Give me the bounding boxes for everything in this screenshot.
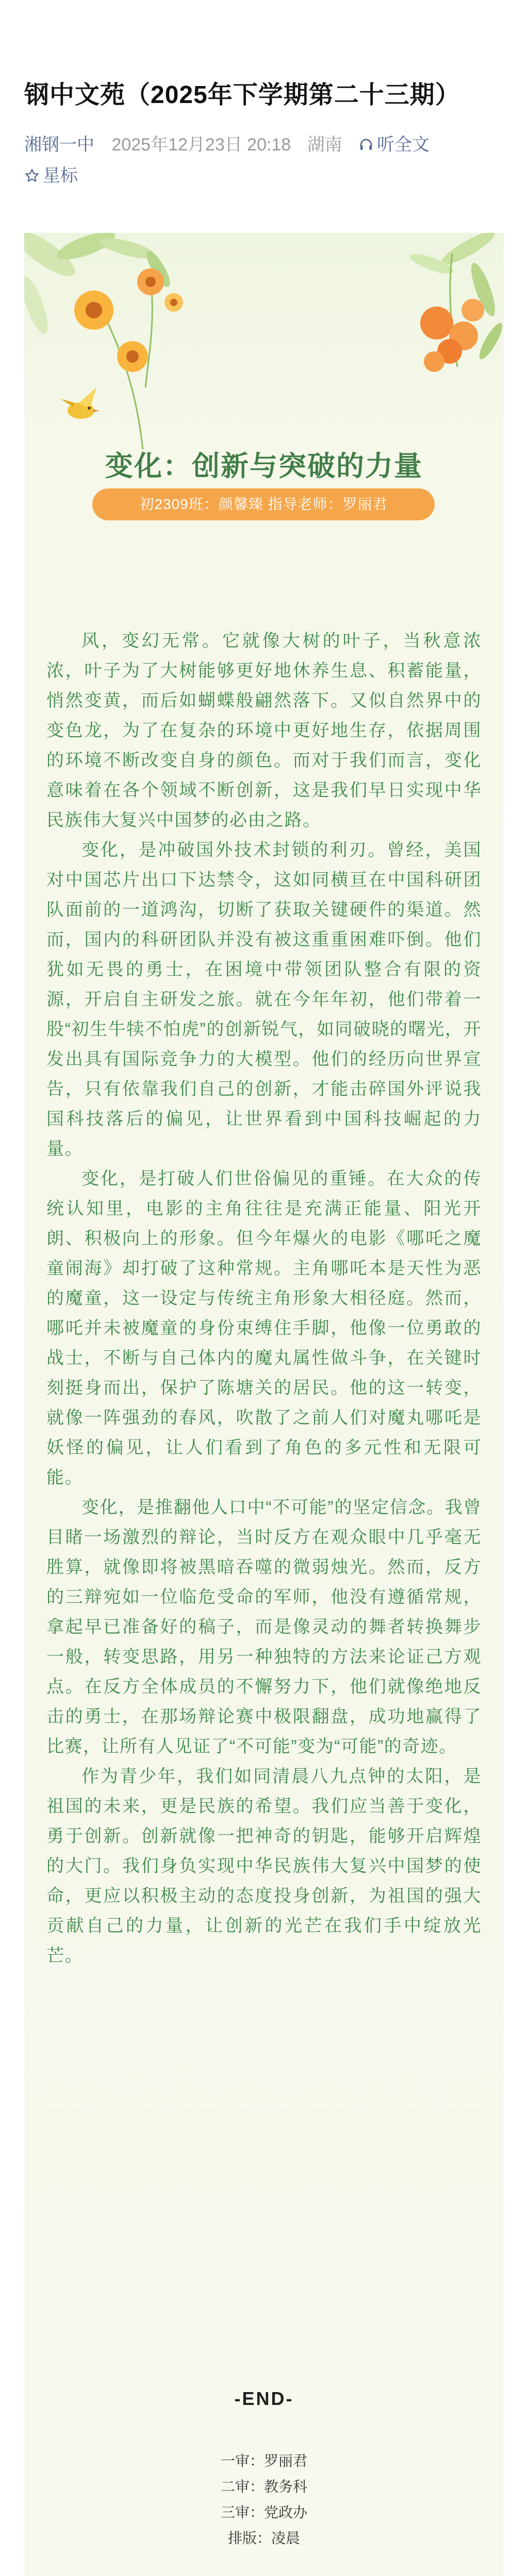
orange-flower-cluster — [420, 299, 484, 372]
publish-date: 2025年12月23日 20:18 — [111, 135, 291, 155]
bird-illustration — [60, 387, 100, 419]
credit-line: 二审：教务科 — [220, 2479, 307, 2495]
credit-line: 排版：凌晨 — [227, 2530, 300, 2546]
paragraph: 变化，是推翻他人口中“不可能”的坚定信念。我曾目睹一场激烈的辩论，当时反方在观众眼中几乎毫无胜算，就像即将被黑暗吞噬的微弱烛光。然而，反方的三辩宛如一位临危受命的军师，他没有遵循常规，拿起早已准备好的稿子，而是像灵动的舞者转换舞步一般，转变思路，用另一种独特的方法来论证己方观点。在反方全体成员的不懈努力下，他们就像绝地反击的勇士，在那场辩论赛中极限翻盘，成功地赢得了比赛，让所有人见证了“不可能”变为“可能”的奇迹。 — [46, 1498, 482, 1756]
article-body — [46, 626, 482, 1971]
headphones-icon — [358, 137, 374, 152]
paragraph: 作为青少年，我们如同清晨八九点钟的太阳，是祖国的未来，更是民族的希望。我们应当善于变化，勇于创新。创新就像一把神奇的钥匙，能够开启辉煌的大门。我们身负实现中华民族伟大复兴中国梦的使命，更应以积极主动的态度投身创新，为祖国的强大贡献自己的力量，让创新的光芒在我们手中绽放光芒。 — [46, 1767, 482, 1965]
article-header — [0, 0, 528, 189]
editorial-credits — [24, 2448, 504, 2551]
star-icon — [24, 168, 40, 183]
end-mark: -END- — [234, 2388, 294, 2409]
paragraph: 风，变幻无常。它就像大树的叶子，当秋意浓浓，叶子为了大树能够更好地休养生息、积蓄能量，悄然变黄，而后如蝴蝶般翩然落下。又似自然界中的变色龙，为了在复杂的环境中更好地生存，依据周围的环境不断改变自身的颜色。而对于我们而言，变化意味着在各个领域不断创新，这是我们早日实现中华民族伟大复兴中国梦的必由之路。 — [46, 631, 482, 830]
listen-full-button[interactable] — [358, 135, 430, 155]
publish-region: 湖南 — [307, 135, 342, 155]
paragraph: 变化，是打破人们世俗偏见的重锤。在大众的传统认知里，电影的主角往往是充满正能量、阳光开朗、积极向上的形象。但今年爆火的电影《哪吒之魔童闹海》却打破了这种常规。主角哪吒本是天性为恶的魔童，这一设定与传统主角形象大相径庭。然而，哪吒并未被魔童的身份束缚住手脚，他像一位勇敢的战士，不断与自己体内的魔丸属性做斗争，在关键时刻挺身而出，保护了陈塘关的居民。他的这一转变，就像一阵强劲的春风，吹散了之前人们对魔丸哪吒是妖怪的偏见，让人们看到了角色的多元性和无限可能。 — [46, 1169, 482, 1487]
paragraph: 变化，是冲破国外技术封锁的利刃。曾经，美国对中国芯片出口下达禁令，这如同横亘在中国科研团队面前的一道鸿沟，切断了获取关键硬件的渠道。然而，国内的科研团队并没有被这重重困难吓倒。他们犹如无畏的勇士，在困境中带领团队整合有限的资源，开启自主研发之旅。就在今年年初，他们带着一股“初生牛犊不怕虎”的创新锐气，如同破晓的曙光，开发出具有国际竞争力的大模型。他们的经历向世界宣告，只有依靠我们自己的创新，才能击碎国外评说我国科技落后的偏见，让世界看到中国科技崛起的力量。 — [46, 840, 482, 1159]
byline-badge: 初2309班：颜馨臻 指导老师：罗丽君 — [92, 488, 435, 520]
article-title: 钢中文苑（2025年下学期第二十三期） — [24, 81, 460, 109]
star-label: 星标 — [43, 166, 78, 185]
yellow-flower-1 — [74, 291, 113, 330]
article-card — [24, 233, 504, 2576]
account-name-link[interactable]: 湘钢一中 — [24, 135, 94, 155]
article-heading: 变化：创新与突破的力量 — [105, 451, 423, 482]
article-meta — [24, 132, 504, 189]
credit-line: 三审：党政办 — [220, 2504, 307, 2520]
star-button[interactable] — [24, 163, 504, 189]
credit-line: 一审：罗丽君 — [220, 2453, 307, 2469]
listen-full-label: 听全文 — [377, 135, 430, 155]
